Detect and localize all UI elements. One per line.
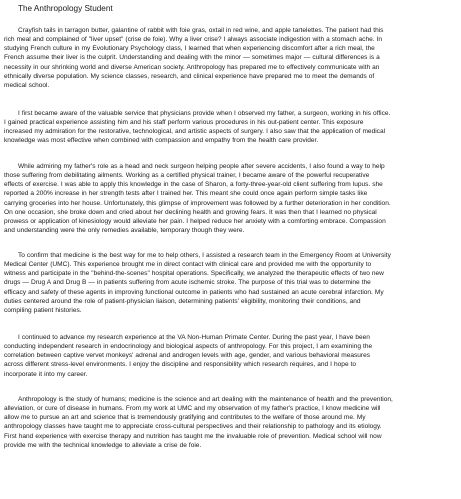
- text-line: drugs — Drug A and Drug B — in patients suffering from acute ischemic stroke. The purpose of this trial was to determine the: [4, 279, 371, 287]
- paragraph-5: [4, 333, 456, 379]
- text-line: Crayfish tails in tarragon butter, galantine of rabbit with foie gras, oxtail in red wine, and apple tartelettes. The patient had this: [18, 27, 384, 34]
- text-line: incorporate it into my career.: [4, 370, 88, 378]
- text-line: rich meal and complained of "liver upset" (crise de foie). Why a liver crise? I always associate indigestion with a stomach ache. In: [4, 36, 383, 44]
- text-line: studying French culture in my Evolutionary Psychology class, I learned that when experiencing discomfort after a rich meal, the: [4, 45, 375, 53]
- document-title: The Anthropology Student: [18, 4, 113, 13]
- text-line: French assume their liver is the culprit. Understanding and dealing with the minor — sometimes major — cultural differences is a: [4, 54, 380, 62]
- text-line: ethnically diverse population. My science classes, research, and clinical experience have prepared me to meet the demands of: [4, 72, 375, 80]
- text-line: knowledge was most effective when combined with compassion and empathy from the health care provider.: [4, 137, 319, 145]
- text-line: reported a 200% increase in her strength tests after I trained her. This meant she could once again perform simple tasks like: [4, 190, 368, 198]
- text-line: necessity in our shrinking world and diverse American society. Anthropology has prepared me to effectively communicate with an: [4, 63, 380, 71]
- text-line: effects of exercise. I was able to apply this knowledge in the case of Sharon, a forty-three-year-old client suffering from lupus. she: [4, 181, 383, 189]
- text-line: alleviation, or cure of disease in humans. From my work at UMC and my observation of my father's practice, I know medicine will: [4, 405, 381, 413]
- text-line: To confirm that medicine is the best way for me to help others, I assisted a research team in the Emergency Room at University: [18, 252, 391, 259]
- text-line: prowess or application of kinesiology would alleviate her pain. I helped reduce her anxiety with a comforting embrace. Compassion: [4, 217, 386, 225]
- text-line: First hand experience with exercise therapy and nutrition has taught me the invaluable role of prevention. Medical school will now: [4, 432, 382, 440]
- text-line: Medical Center (UMC). This experience brought me in direct contact with clinical care and provided me with the opportunity to: [4, 261, 372, 269]
- text-line: Anthropology is the study of humans; medicine is the science and art dealing with the maintenance of health and the prevention,: [18, 396, 393, 403]
- paragraph-4: [4, 251, 456, 315]
- text-line: On one occasion, she broke down and cried about her declining health and growing fears. It was then that I learned no physical: [4, 208, 377, 216]
- text-line: I first became aware of the valuable service that physicians provide when I observed my father, a surgeon, working in his office.: [18, 110, 391, 117]
- text-line: carrying groceries into her house. Unfortunately, this glimpse of improvement was followed by a further deterioration in her condition.: [4, 199, 391, 207]
- text-line: and understanding were the only remedies available, temporary though they were.: [4, 227, 245, 235]
- text-line: I gained practical experience assisting him and his staff perform various procedures in his out-patient center. This exposure: [4, 119, 364, 127]
- text-line: compiling patient histories.: [4, 306, 82, 314]
- text-line: conducting independent research in endocrinology and biological aspects of anthropology. For this project, I am examining the: [4, 343, 373, 351]
- text-line: efficacy and safety of these agents in improving functional outcome in patients who had sustained an acute cerebral infarction. My: [4, 288, 384, 296]
- text-line: allow me to pursue an art and science that is tremendously gratifying and contributes to the welfare of those around me. My: [4, 414, 366, 422]
- text-line: While admiring my father's role as a head and neck surgeon helping people after severe accidents, I also found a way to help: [18, 163, 385, 170]
- text-line: medical school.: [4, 81, 50, 89]
- text-line: anthropology classes have taught me to appreciate cross-cultural perspectives and their relationship to pathology and its etiology.: [4, 423, 382, 431]
- paragraph-1: [4, 26, 456, 90]
- text-line: across different stress-level environments. I enjoy the discipline and responsibility which research requires, and I hope to: [4, 361, 357, 369]
- text-line: increased my admiration for the restorative, technological, and artistic aspects of surgery. I also saw that the application of medical: [4, 128, 386, 136]
- paragraph-6: [4, 395, 456, 450]
- text-line: correlation between captive vervet monkeys' adrenal and androgen levels with age, gender, and various behavioral measures: [4, 352, 371, 360]
- text-line: those suffering from debilitating ailments. Working as a certified physical trainer, I became aware of the powerful recuperative: [4, 172, 370, 180]
- text-line: I continued to advance my research experience at the VA Non-Human Primate Center. During the past year, I have been: [18, 334, 370, 341]
- text-line: provide me with the technical knowledge to alleviate a crise de foie.: [4, 441, 202, 449]
- paragraph-3: [4, 162, 456, 235]
- text-line: duties centered around the role of patient-physician liaison, determining patients' eligibility, monitoring their conditions, and: [4, 297, 361, 305]
- paragraph-2: [4, 109, 456, 146]
- text-line: witness and participate in the "behind-the-scenes" hospital operations. Specifically, we analyzed the therapeutic effects of two new: [4, 270, 384, 278]
